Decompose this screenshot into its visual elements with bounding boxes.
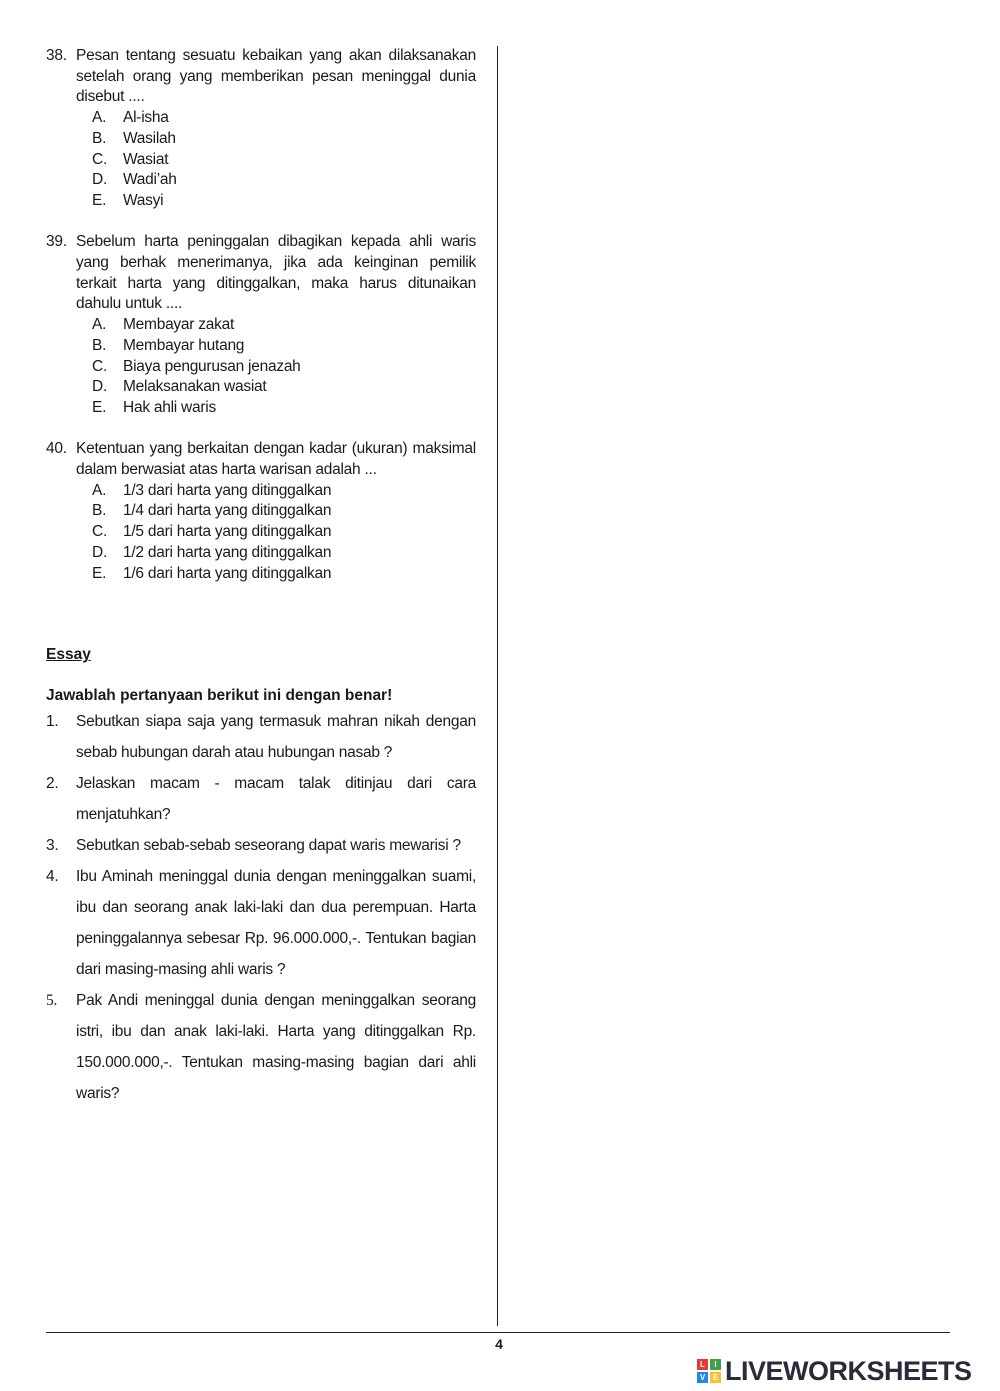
essay-text: Jelaskan macam - macam talak ditinjau dari cara menjatuhkan? [76,775,476,823]
option-text: Wasiat [123,150,169,168]
option-text: 1/4 dari harta yang ditinggalkan [123,502,332,520]
logo-text: LIVEWORKSHEETS [725,1355,972,1386]
option-d [92,377,476,398]
essay-instruction: Jawablah pertanyaan berikut ini dengan benar! [46,687,393,704]
option-text: Membayar hutang [123,336,245,354]
essay-number: 2. [46,775,59,792]
option-letter: E. [92,564,107,582]
column-divider [497,46,498,1326]
option-c [92,150,476,171]
option-letter: A. [92,481,107,499]
option-text: 1/3 dari harta yang ditinggalkan [123,481,332,499]
question-40 [46,439,476,584]
logo-mark-letter: I [710,1359,721,1370]
question-number: 38. [46,47,67,64]
essay-item [46,985,476,1109]
option-text: Wasilah [123,129,176,147]
option-e [92,564,476,585]
logo-mark-letter: V [697,1372,708,1383]
essay-text: Pak Andi meninggal dunia dengan meninggalkan seorang istri, ibu dan anak laki-laki. Harta yang ditinggalkan Rp. 150.000.000,-. Tentukan masing-masing bagian dari ahli waris? [76,992,476,1102]
essay-item [46,706,476,768]
essay-number: 1. [46,713,59,730]
option-d [92,170,476,191]
option-text: Hak ahli waris [123,398,216,416]
option-text: Biaya pengurusan jenazah [123,357,301,375]
option-b [92,336,476,357]
questions-column [46,46,476,584]
option-c [92,357,476,378]
option-b [92,501,476,522]
question-number: 39. [46,233,67,251]
option-letter: C. [92,357,107,375]
question-text: Ketentuan yang berkaitan dengan kadar (ukuran) maksimal dalam berwasiat atas harta warisan adalah ... [76,440,476,479]
essay-heading: Essay [46,646,91,663]
option-letter: D. [92,171,107,189]
option-a [92,315,476,336]
option-letter: B. [92,336,107,354]
logo-mark-letter: L [697,1359,708,1370]
option-text: Wadi’ah [123,171,177,189]
option-text: 1/6 dari harta yang ditinggalkan [123,564,332,582]
option-text: Al-isha [123,109,169,127]
essay-number: 5. [46,992,58,1009]
option-text: Melaksanakan wasiat [123,378,267,396]
essay-number: 4. [46,868,59,885]
option-c [92,522,476,543]
option-text: Wasyi [123,191,164,209]
question-number: 40. [46,440,67,458]
option-letter: D. [92,378,107,396]
option-letter: C. [92,523,107,541]
option-letter: C. [92,150,107,168]
essay-text: Ibu Aminah meninggal dunia dengan meninggalkan suami, ibu dan seorang anak laki-laki dan dua perempuan. Harta peninggalannya sebesar Rp. 96.000.000,-. Tentukan bagian dari masing-masing ahli waris ? [76,868,476,978]
question-text: Pesan tentang sesuatu kebaikan yang akan dilaksanakan setelah orang yang memberikan pesan meninggal dunia disebut .... [76,47,476,106]
essay-item [46,830,476,861]
logo-mark-icon [697,1359,721,1383]
option-e [92,398,476,419]
option-letter: A. [92,316,107,334]
option-a [92,481,476,502]
liveworksheets-logo [697,1354,972,1388]
option-b [92,129,476,150]
option-text: Membayar zakat [123,316,235,334]
essay-text: Sebutkan siapa saja yang termasuk mahran nikah dengan sebab hubungan darah atau hubungan nasab ? [76,713,476,761]
option-letter: E. [92,398,107,416]
essay-list [46,706,476,1109]
option-d [92,543,476,564]
option-e [92,191,476,212]
question-38 [46,46,476,212]
option-letter: B. [92,129,107,147]
question-39 [46,232,476,418]
footer-rule [46,1332,950,1333]
page-number: 4 [495,1336,503,1352]
option-letter: E. [92,191,107,209]
option-letter: B. [92,502,107,520]
option-letter: A. [92,109,107,127]
essay-number: 3. [46,837,59,854]
essay-text: Sebutkan sebab-sebab seseorang dapat waris mewarisi ? [76,837,461,854]
logo-mark-letter: E [710,1372,721,1383]
option-text: 1/5 dari harta yang ditinggalkan [123,523,332,541]
option-a [92,108,476,129]
question-text: Sebelum harta peninggalan dibagikan kepada ahli waris yang berhak menerimanya, jika ada keinginan pemilik terkait harta yang ditinggalkan, maka harus ditunaikan dahulu untuk .... [76,233,476,313]
essay-item [46,768,476,830]
essay-item [46,861,476,985]
option-letter: D. [92,543,107,561]
option-text: 1/2 dari harta yang ditinggalkan [123,543,332,561]
